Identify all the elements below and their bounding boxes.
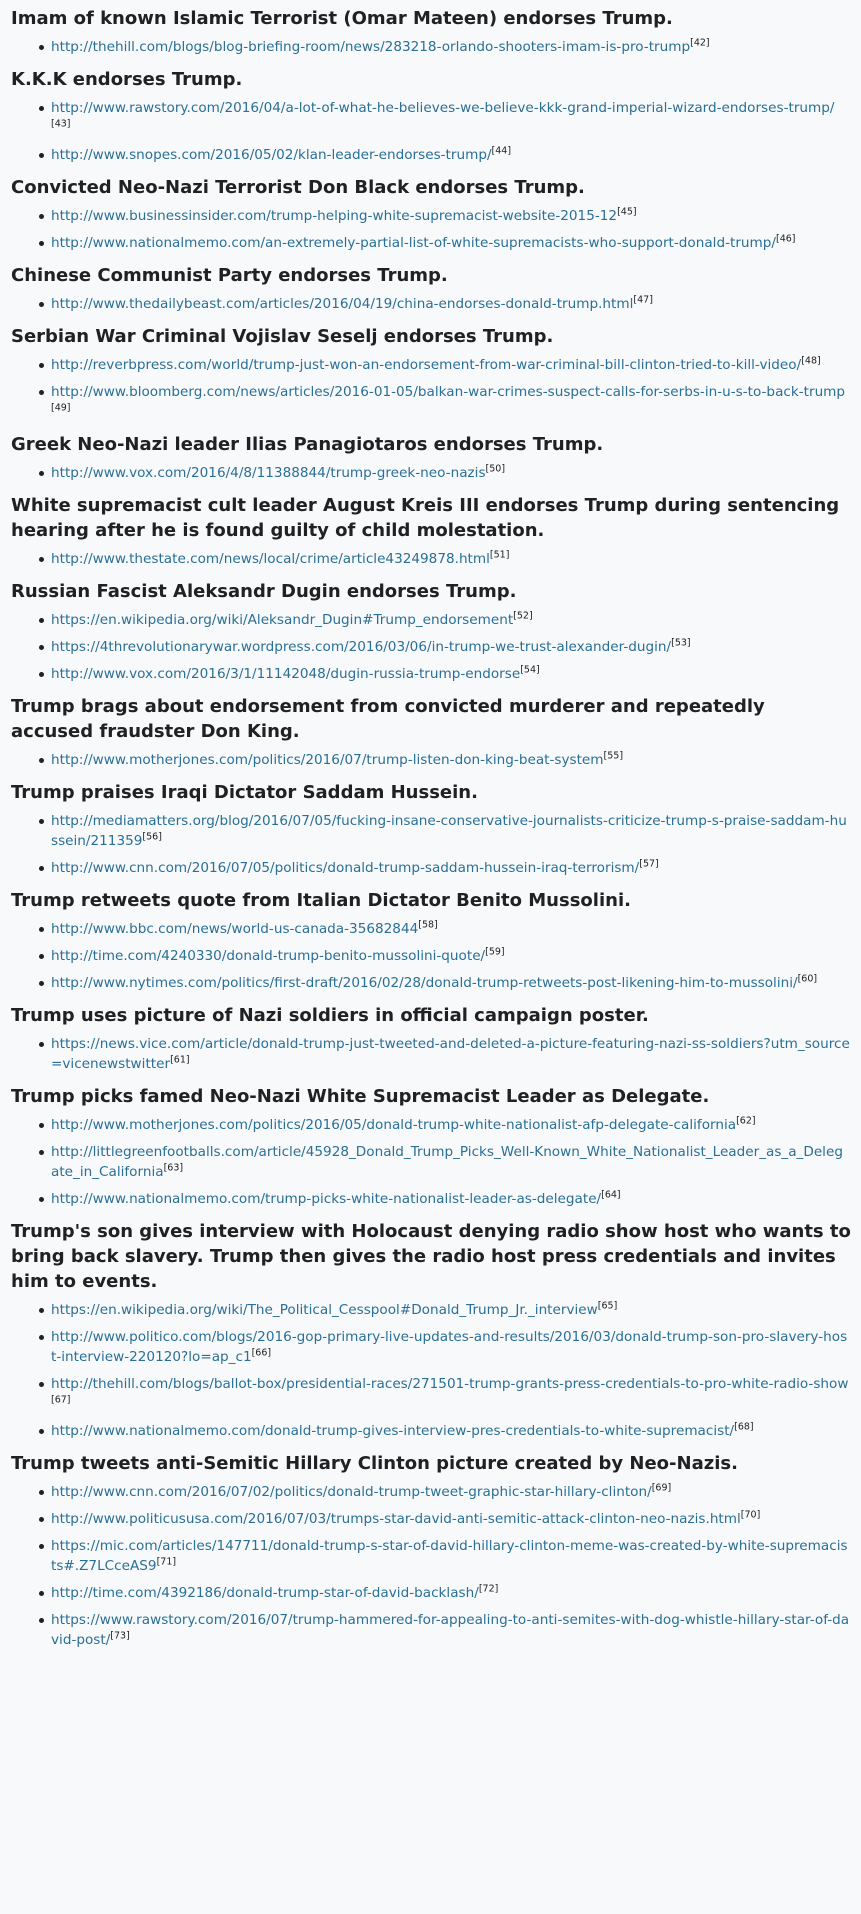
section bbox=[11, 1219, 851, 1441]
external-link[interactable]: https://www.rawstory.com/2016/07/trump-hammered-for-appealing-to-anti-semites-with-dog-whistle-hillary-star-of-david-post/ bbox=[51, 1612, 850, 1648]
list-item bbox=[51, 750, 851, 770]
citation-ref[interactable]: [71] bbox=[156, 1556, 177, 1568]
list-item bbox=[51, 206, 851, 226]
external-link[interactable]: http://thehill.com/blogs/blog-briefing-room/news/283218-orlando-shooters-imam-is-pro-trump bbox=[51, 39, 691, 55]
section bbox=[11, 694, 851, 770]
citation-ref[interactable]: [62] bbox=[736, 1115, 756, 1127]
list-item bbox=[51, 1509, 851, 1529]
citation-ref[interactable]: [64] bbox=[601, 1189, 621, 1201]
list-item bbox=[51, 1300, 851, 1320]
external-link[interactable]: http://www.politico.com/blogs/2016-gop-primary-live-updates-and-results/2016/03/donald-trump-son-pro-slavery-host-interview-220120?lo=ap_c1 bbox=[51, 1329, 848, 1365]
external-link[interactable]: http://www.cnn.com/2016/07/02/politics/donald-trump-tweet-graphic-star-hillary-clinton/ bbox=[51, 1484, 652, 1500]
citation-ref[interactable]: [46] bbox=[775, 233, 796, 245]
section bbox=[11, 175, 851, 253]
list-item bbox=[51, 664, 851, 684]
section-heading: Trump brags about endorsement from convicted murderer and repeatedly accused fraudster Don King. bbox=[11, 696, 765, 742]
citation-ref[interactable]: [60] bbox=[797, 973, 818, 985]
external-link[interactable]: https://mic.com/articles/147711/donald-trump-s-star-of-david-hillary-clinton-meme-was-created-by-white-supremacists#.Z7LCceAS9 bbox=[51, 1538, 848, 1574]
citation-ref[interactable]: [72] bbox=[478, 1583, 499, 1595]
reference-list bbox=[11, 98, 851, 165]
list-item bbox=[51, 294, 851, 314]
reference-list bbox=[11, 610, 851, 684]
section bbox=[11, 6, 851, 57]
section-heading: Serbian War Criminal Vojislav Seselj endorses Trump. bbox=[11, 326, 554, 347]
section bbox=[11, 579, 851, 684]
reference-list bbox=[11, 463, 851, 483]
section bbox=[11, 432, 851, 483]
citation-ref[interactable]: [55] bbox=[603, 750, 624, 762]
external-link[interactable]: http://www.cnn.com/2016/07/05/politics/donald-trump-saddam-hussein-iraq-terrorism/ bbox=[51, 860, 640, 876]
list-item bbox=[51, 37, 851, 57]
external-link[interactable]: https://4threvolutionarywar.wordpress.com/2016/03/06/in-trump-we-trust-alexander-dugin/ bbox=[51, 639, 672, 655]
citation-ref[interactable]: [43] bbox=[51, 118, 71, 130]
section bbox=[11, 888, 851, 993]
reference-list bbox=[11, 1115, 851, 1209]
list-item bbox=[51, 637, 851, 657]
external-link[interactable]: http://www.rawstory.com/2016/04/a-lot-of-what-he-believes-we-believe-kkk-grand-imperial-wizard-endorses-trump/ bbox=[51, 100, 835, 116]
section bbox=[11, 780, 851, 878]
section-heading: K.K.K endorses Trump. bbox=[11, 69, 243, 90]
external-link[interactable]: http://www.nationalmemo.com/an-extremely-partial-list-of-white-supremacists-who-support-donald-trump/ bbox=[51, 235, 776, 251]
list-item bbox=[51, 549, 851, 569]
citation-ref[interactable]: [66] bbox=[251, 1347, 272, 1359]
section-heading: Trump uses picture of Nazi soldiers in official campaign poster. bbox=[11, 1005, 649, 1026]
external-link[interactable]: http://time.com/4392186/donald-trump-star-of-david-backlash/ bbox=[51, 1585, 479, 1601]
citation-ref[interactable]: [56] bbox=[142, 831, 162, 843]
section-heading: Trump tweets anti-Semitic Hillary Clinton picture created by Neo-Nazis. bbox=[11, 1453, 738, 1474]
list-item bbox=[51, 973, 851, 993]
list-item bbox=[51, 1034, 851, 1074]
citation-ref[interactable]: [48] bbox=[801, 355, 821, 367]
section bbox=[11, 1084, 851, 1209]
section-heading: Trump praises Iraqi Dictator Saddam Hussein. bbox=[11, 782, 478, 803]
list-item bbox=[51, 919, 851, 939]
external-link[interactable]: http://www.politicususa.com/2016/07/03/trumps-star-david-anti-semitic-attack-clinton-neo-nazis.html bbox=[51, 1511, 741, 1527]
list-item bbox=[51, 233, 851, 253]
external-link[interactable]: http://reverbpress.com/world/trump-just-won-an-endorsement-from-war-criminal-bill-clinton-tried-to-kill-video/ bbox=[51, 357, 802, 373]
external-link[interactable]: http://www.vox.com/2016/4/8/11388844/trump-greek-neo-nazis bbox=[51, 465, 486, 481]
citation-ref[interactable]: [69] bbox=[651, 1482, 672, 1494]
section-heading: Trump's son gives interview with Holocaust denying radio show host who wants to bring back slavery. Trump then gives the radio host press credentials and invites him to events. bbox=[11, 1221, 851, 1292]
list-item bbox=[51, 1610, 851, 1650]
citation-ref[interactable]: [47] bbox=[633, 294, 653, 306]
section bbox=[11, 493, 851, 569]
list-item bbox=[51, 463, 851, 483]
section bbox=[11, 67, 851, 165]
list-item bbox=[51, 98, 851, 138]
external-link[interactable]: https://news.vice.com/article/donald-trump-just-tweeted-and-deleted-a-picture-featuring-nazi-ss-soldiers?utm_source=vicenewstwitter bbox=[51, 1036, 850, 1072]
external-link[interactable]: http://www.vox.com/2016/3/1/11142048/dugin-russia-trump-endorse bbox=[51, 666, 521, 682]
section bbox=[11, 263, 851, 314]
citation-ref[interactable]: [54] bbox=[520, 664, 540, 676]
list-item bbox=[51, 355, 851, 375]
citation-ref[interactable]: [50] bbox=[485, 463, 506, 475]
reference-list bbox=[11, 1034, 851, 1074]
reference-list bbox=[11, 811, 851, 878]
section-heading: Trump retweets quote from Italian Dictator Benito Mussolini. bbox=[11, 890, 631, 911]
section-heading: Greek Neo-Nazi leader Ilias Panagiotaros endorses Trump. bbox=[11, 434, 604, 455]
citation-ref[interactable]: [52] bbox=[513, 610, 533, 622]
citation-ref[interactable]: [42] bbox=[690, 37, 710, 49]
external-link[interactable]: http://littlegreenfootballs.com/article/45928_Donald_Trump_Picks_Well-Known_White_Nationalist_Leader_as_a_Delegate_in_California bbox=[51, 1144, 843, 1180]
section-heading: Russian Fascist Aleksandr Dugin endorses Trump. bbox=[11, 581, 517, 602]
list-item bbox=[51, 1374, 851, 1414]
citation-ref[interactable]: [51] bbox=[489, 549, 510, 561]
section bbox=[11, 324, 851, 422]
citation-ref[interactable]: [63] bbox=[163, 1162, 184, 1174]
list-item bbox=[51, 382, 851, 422]
list-item bbox=[51, 1189, 851, 1209]
external-link[interactable]: http://time.com/4240330/donald-trump-benito-mussolini-quote/ bbox=[51, 948, 486, 964]
list-item bbox=[51, 1536, 851, 1576]
reference-list bbox=[11, 1482, 851, 1650]
reference-list bbox=[11, 294, 851, 314]
external-link[interactable]: http://www.motherjones.com/politics/2016/07/trump-listen-don-king-beat-system bbox=[51, 752, 604, 768]
list-item bbox=[51, 1115, 851, 1135]
list-item bbox=[51, 858, 851, 878]
external-link[interactable]: http://www.thestate.com/news/local/crime/article43249878.html bbox=[51, 551, 490, 567]
reference-list bbox=[11, 750, 851, 770]
citation-ref[interactable]: [58] bbox=[418, 919, 438, 931]
list-item bbox=[51, 1583, 851, 1603]
section-heading: Trump picks famed Neo-Nazi White Supremacist Leader as Delegate. bbox=[11, 1086, 710, 1107]
section bbox=[11, 1003, 851, 1074]
reference-list bbox=[11, 37, 851, 57]
list-item bbox=[51, 811, 851, 851]
list-item bbox=[51, 1482, 851, 1502]
external-link[interactable]: http://mediamatters.org/blog/2016/07/05/fucking-insane-conservative-journalists-criticize-trump-s-praise-saddam-hussein/211359 bbox=[51, 813, 847, 849]
citation-ref[interactable]: [45] bbox=[617, 206, 637, 218]
list-item bbox=[51, 1142, 851, 1182]
list-item bbox=[51, 946, 851, 966]
external-link[interactable]: http://thehill.com/blogs/ballot-box/presidential-races/271501-trump-grants-press-credentials-to-pro-white-radio-show bbox=[51, 1376, 849, 1392]
reference-list bbox=[11, 355, 851, 422]
citation-ref[interactable]: [49] bbox=[51, 402, 71, 414]
reference-list bbox=[11, 549, 851, 569]
list-item bbox=[51, 145, 851, 165]
citation-ref[interactable]: [70] bbox=[740, 1509, 761, 1521]
external-link[interactable]: http://www.motherjones.com/politics/2016/05/donald-trump-white-nationalist-afp-delegate-california bbox=[51, 1117, 737, 1133]
external-link[interactable]: http://www.nationalmemo.com/trump-picks-white-nationalist-leader-as-delegate/ bbox=[51, 1191, 602, 1207]
reference-list bbox=[11, 206, 851, 253]
citation-ref[interactable]: [61] bbox=[170, 1054, 190, 1066]
citation-ref[interactable]: [65] bbox=[597, 1300, 618, 1312]
section-heading: Chinese Communist Party endorses Trump. bbox=[11, 265, 448, 286]
citation-ref[interactable]: [59] bbox=[485, 946, 505, 958]
section-heading: Convicted Neo-Nazi Terrorist Don Black endorses Trump. bbox=[11, 177, 585, 198]
citation-ref[interactable]: [53] bbox=[671, 637, 691, 649]
citation-ref[interactable]: [67] bbox=[51, 1394, 71, 1406]
external-link[interactable]: http://www.businessinsider.com/trump-helping-white-supremacist-website-2015-12 bbox=[51, 208, 618, 224]
section bbox=[11, 1451, 851, 1650]
external-link[interactable]: http://www.bbc.com/news/world-us-canada-35682844 bbox=[51, 921, 419, 937]
list-item bbox=[51, 610, 851, 630]
reference-list bbox=[11, 919, 851, 993]
external-link[interactable]: http://www.snopes.com/2016/05/02/klan-leader-endorses-trump/ bbox=[51, 147, 492, 163]
list-item bbox=[51, 1421, 851, 1441]
external-link[interactable]: https://en.wikipedia.org/wiki/Aleksandr_Dugin#Trump_endorsement bbox=[51, 612, 514, 628]
reference-list bbox=[11, 1300, 851, 1441]
citation-ref[interactable]: [73] bbox=[110, 1630, 130, 1642]
external-link[interactable]: http://www.nytimes.com/politics/first-draft/2016/02/28/donald-trump-retweets-post-likening-him-to-mussolini/ bbox=[51, 975, 798, 991]
citation-ref[interactable]: [68] bbox=[734, 1421, 754, 1433]
external-link[interactable]: http://www.thedailybeast.com/articles/2016/04/19/china-endorses-donald-trump.html bbox=[51, 296, 634, 312]
external-link[interactable]: https://en.wikipedia.org/wiki/The_Political_Cesspool#Donald_Trump_Jr._interview bbox=[51, 1302, 598, 1318]
list-item bbox=[51, 1327, 851, 1367]
external-link[interactable]: http://www.nationalmemo.com/donald-trump-gives-interview-pres-credentials-to-white-supremacist/ bbox=[51, 1423, 735, 1439]
external-link[interactable]: http://www.bloomberg.com/news/articles/2016-01-05/balkan-war-crimes-suspect-calls-for-serbs-in-u-s-to-back-trump bbox=[51, 384, 846, 400]
section-heading: Imam of known Islamic Terrorist (Omar Mateen) endorses Trump. bbox=[11, 8, 673, 29]
citation-ref[interactable]: [44] bbox=[491, 145, 512, 157]
citation-ref[interactable]: [57] bbox=[639, 858, 659, 870]
section-heading: White supremacist cult leader August Kreis III endorses Trump during sentencing hearing after he is found guilty of child molestation. bbox=[11, 495, 840, 541]
